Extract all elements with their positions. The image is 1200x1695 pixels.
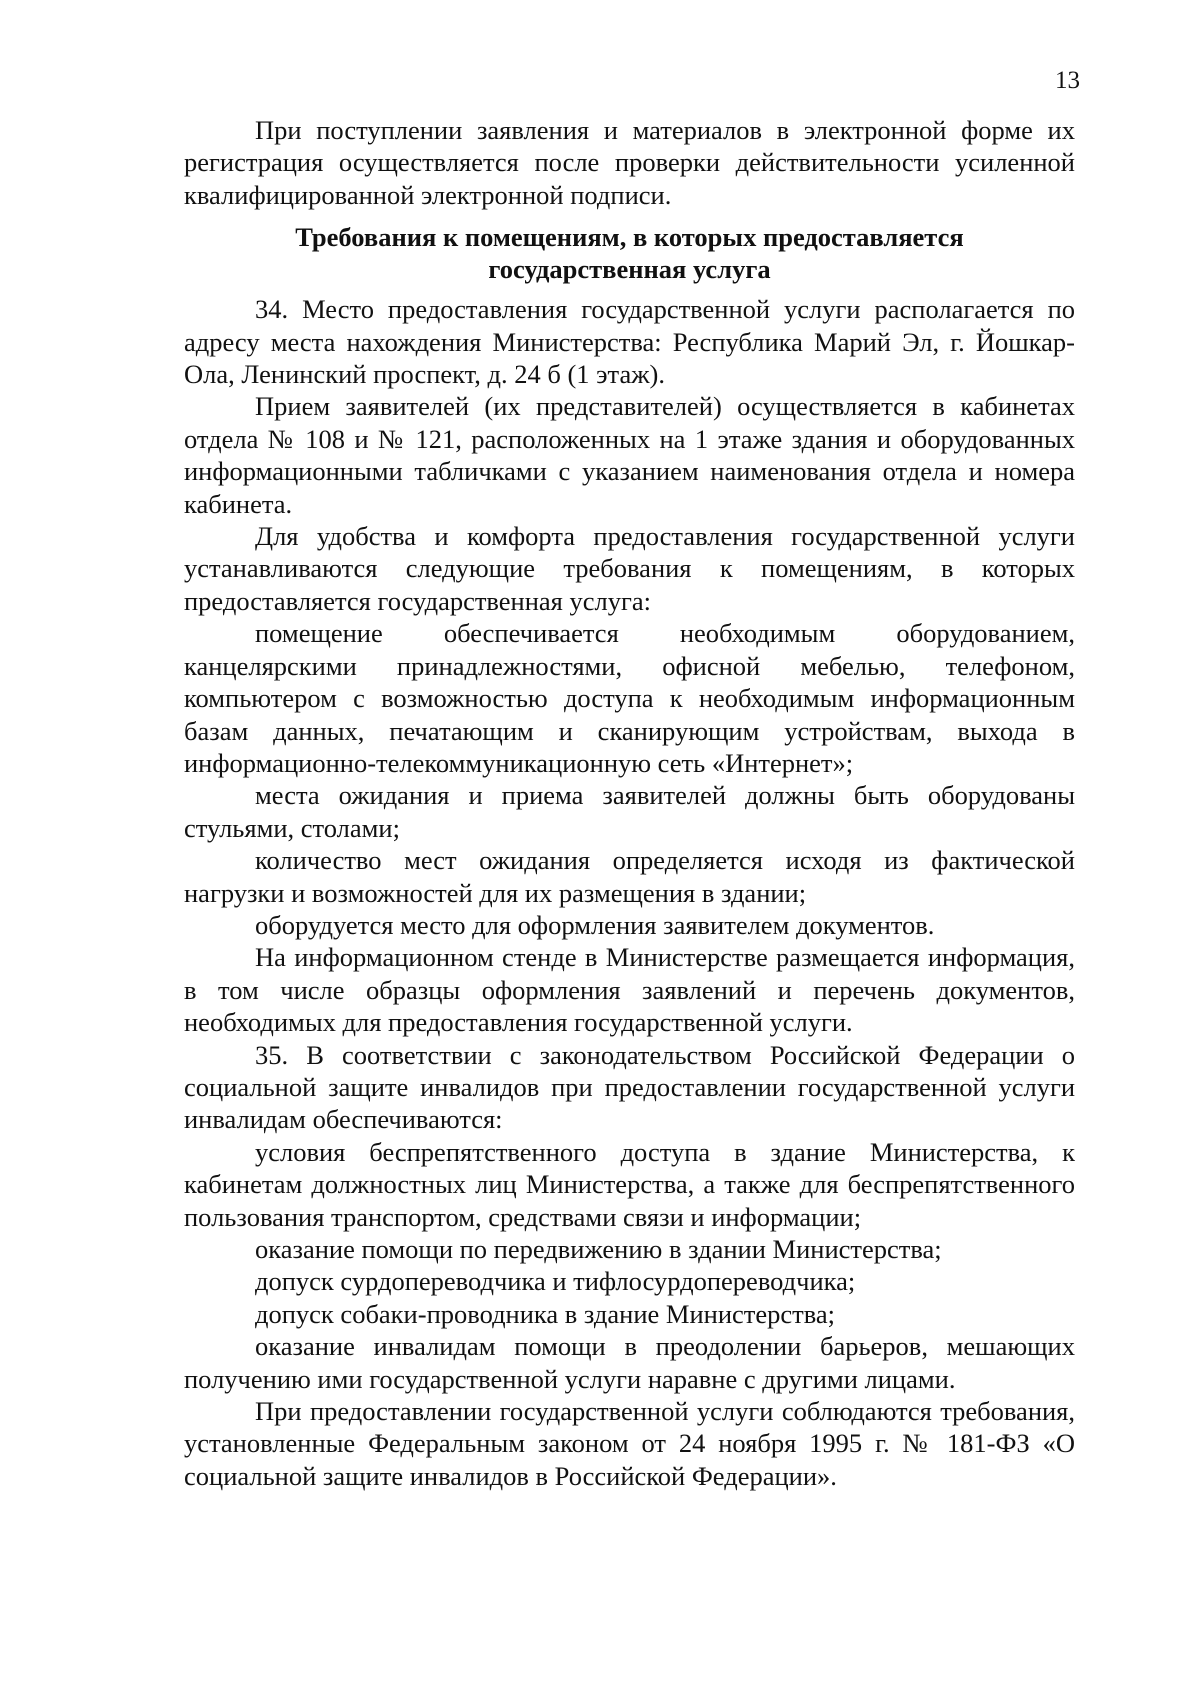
paragraph-places-count: количество мест ожидания определяется исходя из фактической нагрузки и возможностей для их размещения в здании; [184, 845, 1075, 908]
paragraph-reception: Прием заявителей (их представителей) осуществляется в кабинетах отдела № 108 и № 121, расположенных на 1 этаже здания и оборудованных информационными табличками с указанием наименования отдела и номера кабинета. [184, 391, 1075, 519]
paragraph-requirements-intro: Для удобства и комфорта предоставления государственной услуги устанавливаются следующие требования к помещениям, в которых предоставляется государственная услуга: [184, 521, 1075, 616]
paragraph-waiting-places: места ожидания и приема заявителей должны быть оборудованы стульями, столами; [184, 780, 1075, 843]
paragraph-guide-dog: допуск собаки-проводника в здание Министерства; [255, 1298, 835, 1329]
document-body [184, 114, 1075, 1492]
paragraph-registration: При поступлении заявления и материалов в электронной форме их регистрация осуществляется после проверки действительности усиленной квалифицированной электронной подписи. [184, 115, 1075, 210]
section-heading-line-1: Требования к помещениям, в которых предоставляется [295, 222, 964, 253]
paragraph-info-stand: На информационном стенде в Министерстве размещается информация, в том числе образцы оформления заявлений и перечень документов, необходимых для предоставления государственной услуги. [184, 942, 1075, 1038]
section-heading-line-2: государственная услуга [488, 254, 771, 285]
page-number: 13 [1055, 67, 1080, 94]
paragraph-barriers-help: оказание инвалидам помощи в преодолении барьеров, мешающих получению ими государственной услуги наравне с другими лицами. [184, 1331, 1075, 1394]
paragraph-federal-law: При предоставлении государственной услуги соблюдаются требования, установленные Федеральным законом от 24 ноября 1995 г. № 181-ФЗ «О социальной защите инвалидов в Российской Федерации». [184, 1396, 1075, 1491]
paragraph-35-disabled: 35. В соответствии с законодательством Российской Федерации о социальной защите инвалидов при предоставлении государственной услуги инвалидам обеспечиваются: [184, 1039, 1075, 1135]
section-heading [184, 221, 1075, 285]
paragraph-document-place: оборудуется место для оформления заявителем документов. [255, 909, 935, 940]
paragraph-34-location: 34. Место предоставления государственной услуги располагается по адресу места нахождения Министерства: Республика Марий Эл, г. Йошкар-Ола, Ленинский проспект, д. 24 б (1 этаж). [184, 294, 1075, 390]
paragraph-movement-help: оказание помощи по передвижению в здании Министерства; [255, 1234, 942, 1264]
paragraph-sign-interpreter: допуск сурдопереводчика и тифлосурдопереводчика; [255, 1266, 856, 1297]
paragraph-access-conditions: условия беспрепятственного доступа в здание Министерства, к кабинетам должностных лиц Министерства, а также для беспрепятственного пользования транспортом, средствами связи и информации; [184, 1136, 1075, 1232]
paragraph-equipment: помещение обеспечивается необходимым оборудованием, канцелярскими принадлежностями, офисной мебелью, телефоном, компьютером с возможностью доступа к необходимым информационным базам данных, печатающим и сканирующим устройствам, выхода в информационно-телекоммуникационную сеть «Интернет»; [184, 618, 1075, 778]
